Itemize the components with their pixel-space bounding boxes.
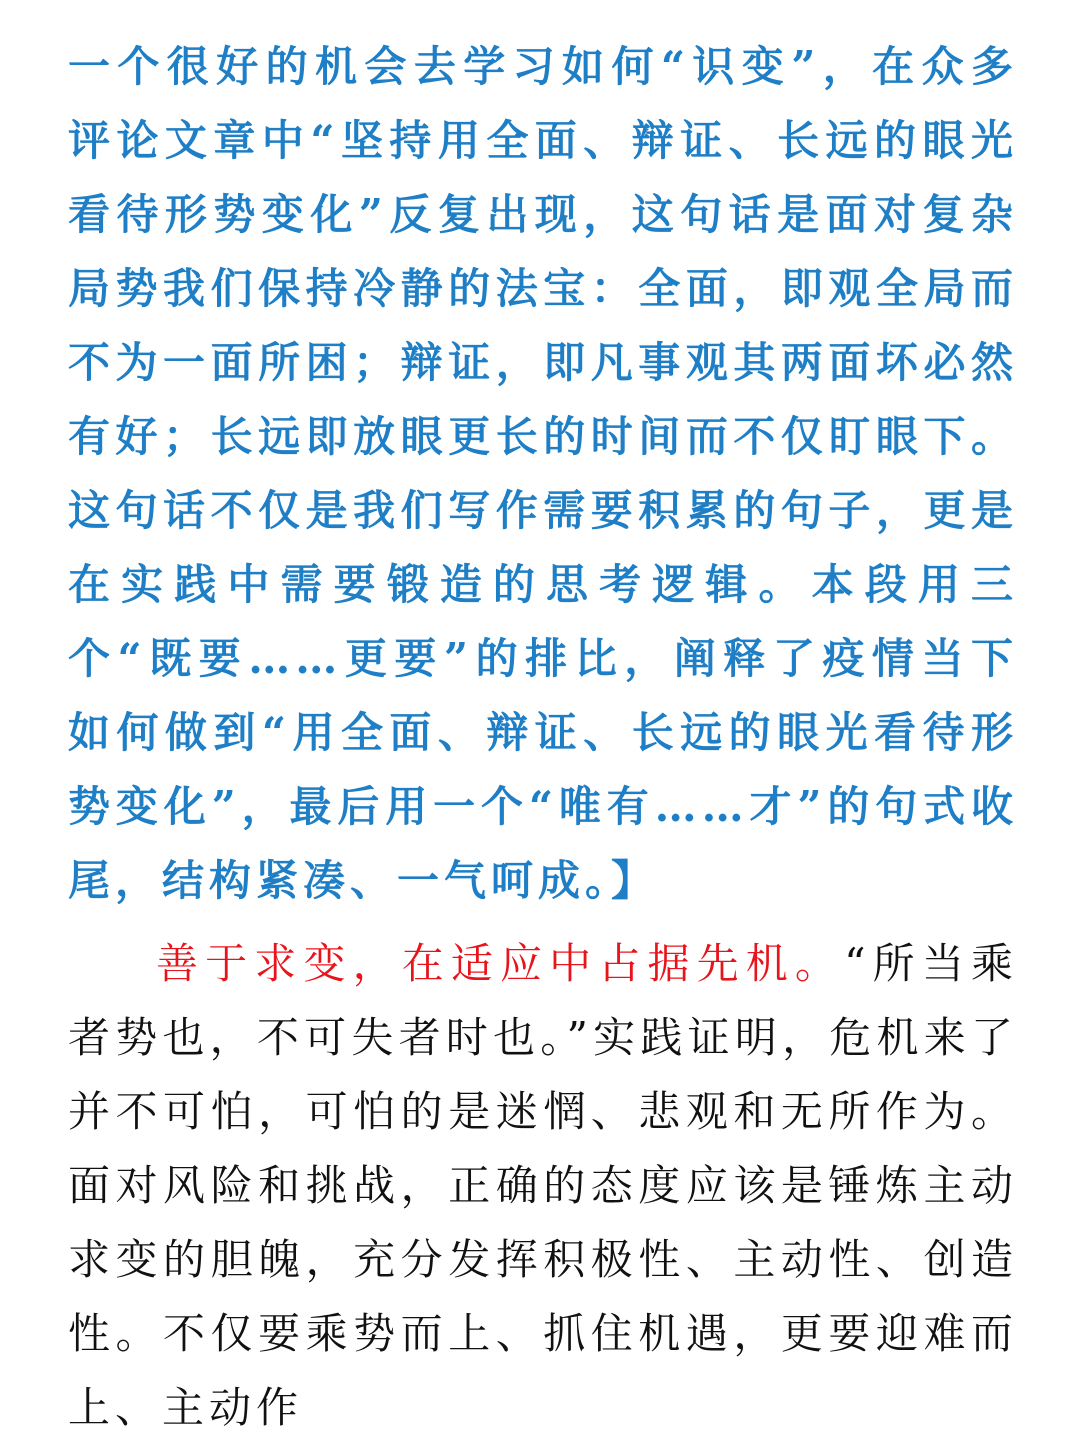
commentary-paragraph: 一个很好的机会去学习如何“识变”，在众多评论文章中“坚持用全面、辩证、长远的眼光看待形势变化”反复出现，这句话是面对复杂局势我们保持冷静的法宝：全面，即观全局而不为一面所困；辩证，即凡事观其两面坏必然有好；长远即放眼更长的时间而不仅盯眼下。这句话不仅是我们写作需要积累的句子，更是在实践中需要锻造的思考逻辑。本段用三个“既要……更要”的排比，阐释了疫情当下如何做到“用全面、辩证、长远的眼光看待形势变化”，最后用一个“唯有……才”的句式收尾，结构紧凑、一气呵成。】: [68, 42, 1018, 905]
paragraph-lead-sentence: 善于求变，在适应中占据先机。: [156, 939, 845, 988]
paragraph-body-text: “所当乘者势也，不可失者时也。”实践证明，危机来了并不可怕，可怕的是迷惘、悲观和无所作为。面对风险和挑战，正确的态度应该是锤炼主动求变的胆魄，充分发挥积极性、主动性、创造性。不仅要乘势而上、抓住机遇，更要迎难而上、主动作: [68, 939, 1018, 1432]
body-paragraph: [68, 927, 1018, 1445]
